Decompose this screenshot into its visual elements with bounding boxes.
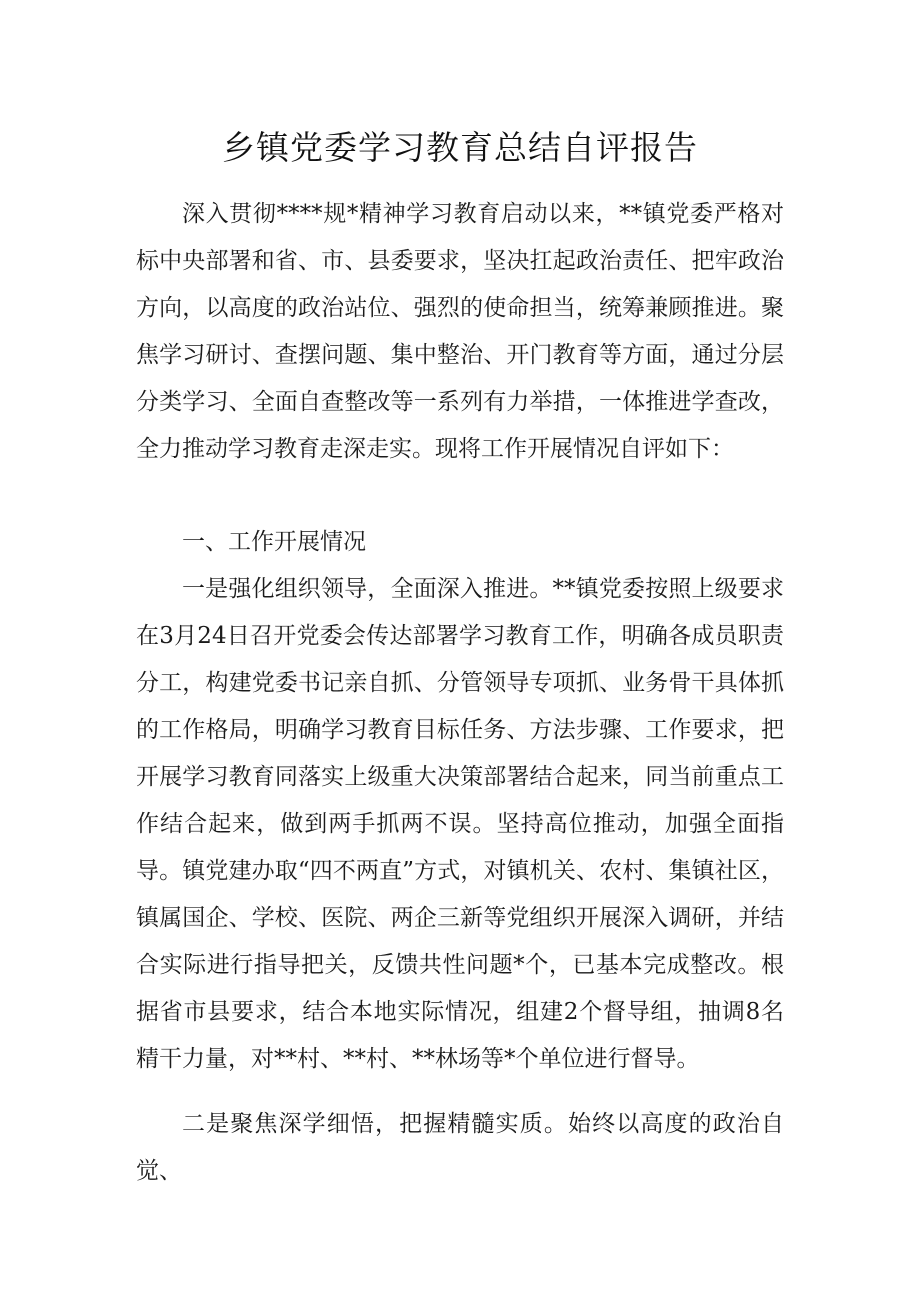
document-title: 乡镇党委学习教育总结自评报告 [222, 128, 698, 167]
item-one-paragraph: 一是强化组织领导，全面深入推进。**镇党委按照上级要求在3月24日召开党委会传达部署学习教育工作，明确各成员职责分工，构建党委书记亲自抓、分管领导专项抓、业务骨干具体抓的工作格局，明确学习教育目标任务、方法步骤、工作要求，把开展学习教育同落实上级重大决策部署结合起来，同当前重点工作结合起来，做到两手抓两不误。坚持高位推动，加强全面指导。镇党建办取“四不两直”方式，对镇机关、农村、集镇社区，镇属国企、学校、医院、两企三新等党组织开展深入调研，并结合实际进行指导把关，反馈共性问题*个，已基本完成整改。根据省市县要求，结合本地实际情况，组建2个督导组，抽调8名精干力量，对**村、**村、**林场等*个单位进行督导。 [136, 576, 784, 1072]
item-two-paragraph: 二是聚焦深学细悟，把握精髓实质。始终以高度的政治自觉、 [136, 1111, 784, 1184]
intro-paragraph: 深入贯彻****规*精神学习教育启动以来，**镇党委严格对标中央部署和省、市、县委要求，坚决扛起政治责任、把牢政治方向，以高度的政治站位、强烈的使命担当，统筹兼顾推进。聚焦学习研讨、查摆问题、集中整治、开门教育等方面，通过分层分类学习、全面自查整改等一系列有力举措，一体推进学查改，全力推动学习教育走深走实。现将工作开展情况自评如下： [136, 201, 784, 462]
section-heading: 一、工作开展情况 [182, 529, 366, 555]
